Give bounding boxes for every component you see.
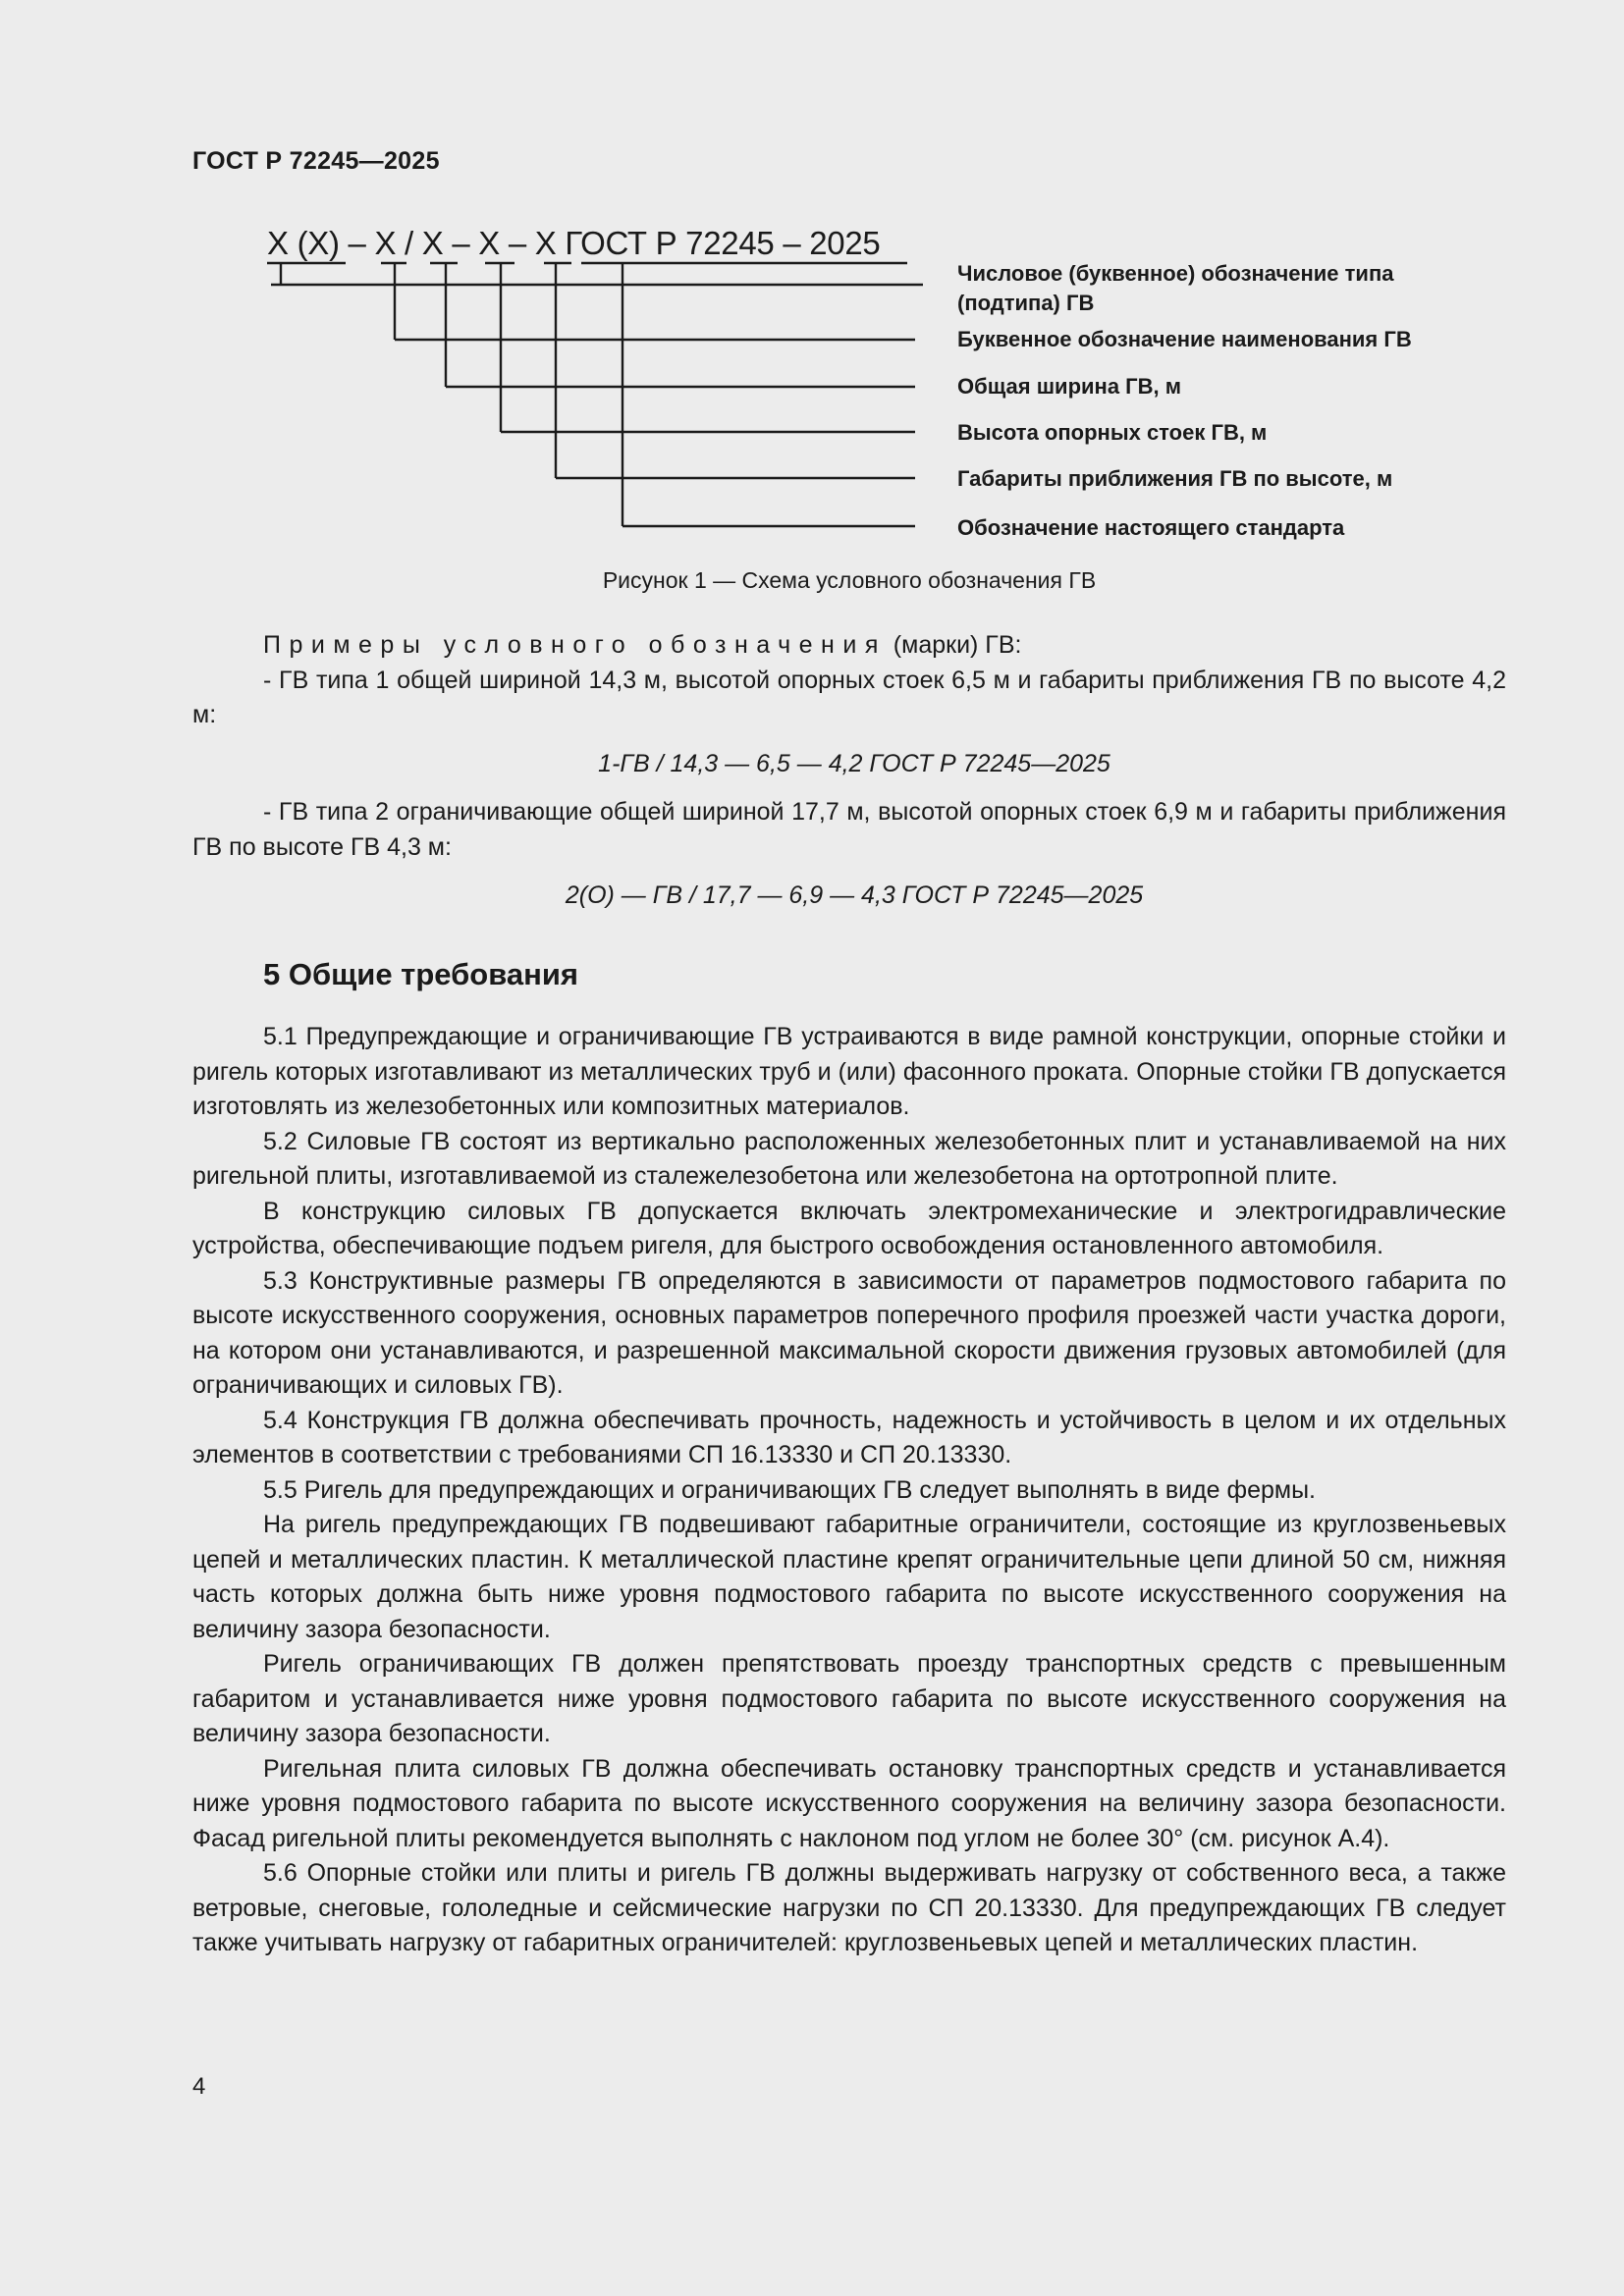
paragraph-5-2-b: В конструкцию силовых ГВ допускается включать электромеханические и электрогидравлические устройства, обеспечивающие подъем ригеля, для быстрого освобождения остановленного автомобиля. (192, 1197, 1506, 1259)
example-1-formula: 1-ГВ / 14,3 — 6,5 — 4,2 ГОСТ Р 72245—2025 (598, 749, 1110, 777)
examples-intro-rest: (марки) ГВ: (886, 631, 1022, 659)
paragraph-5-2: 5.2 Силовые ГВ состоят из вертикально расположенных железобетонных плит и устанавливаемой на них ригельной плиты, изготавливаемой из сталежелезобетона или железобетона на ортотропной плите. (192, 1127, 1506, 1190)
figure-caption: Рисунок 1 — Схема условного обозначения ГВ (602, 567, 1097, 593)
paragraph-5-6: 5.6 Опорные стойки или плиты и ригель ГВ должны выдерживать нагрузку от собственного веса, а также ветровые, снеговые, гололедные и сейсмические нагрузки по СП 20.13330. Для предупреждающих ГВ следует также учитывать нагрузку от габаритных ограничителей: круглозвеньевых цепей и металлических пластин. (192, 1859, 1506, 1956)
scheme-label-type: Числовое (буквенное) обозначение типа (957, 261, 1394, 286)
example-2-formula: 2(О) — ГВ / 17,7 — 6,9 — 4,3 ГОСТ Р 72245—2025 (565, 881, 1144, 909)
paragraph-5-1: 5.1 Предупреждающие и ограничивающие ГВ устраиваются в виде рамной конструкции, опорные стойки и ригель которых изготавливают из металлических труб и (или) фасонного проката. Опорные стойки ГВ допускается изготовлять из железобетонных или композитных материалов. (192, 1023, 1506, 1120)
paragraph-5-5-b: На ригель предупреждающих ГВ подвешивают габаритные ограничители, состоящие из круглозвеньевых цепей и металлических пластин. К металлической пластине крепят ограничительные цепи длиной 50 см, нижняя часть которых должна быть ниже уровня подмостового габарита по высоте искусственного сооружения на величину зазора безопасности. (192, 1511, 1506, 1643)
scheme-label-standard: Обозначение настоящего стандарта (957, 515, 1345, 540)
paragraph-5-5-d: Ригельная плита силовых ГВ должна обеспечивать остановку транспортных средств и устанавливается ниже уровня подмостового габарита по высоте искусственного сооружения на величину зазора безопасности. Фасад ригельной плиты рекомендуется выполнять с наклоном под углом не более 30° (см. рисунок А.4). (192, 1754, 1506, 1852)
scheme-label-width: Общая ширина ГВ, м (957, 374, 1182, 399)
example-1-text: - ГВ типа 1 общей шириной 14,3 м, высотой опорных стоек 6,5 м и габариты приближения ГВ по высоте 4,2 м: (192, 666, 1506, 728)
section-body (192, 1020, 1506, 1961)
page-number: 4 (192, 2073, 206, 2100)
examples-block (192, 628, 1506, 914)
examples-intro-spaced: Примеры условного обозначения (263, 631, 887, 659)
paragraph-5-4: 5.4 Конструкция ГВ должна обеспечивать прочность, надежность и устойчивость в целом и их отдельных элементов в соответствии с требованиями СП 16.13330 и СП 20.13330. (192, 1406, 1506, 1468)
examples-intro (192, 628, 1506, 664)
document-header: ГОСТ Р 72245—2025 (192, 147, 440, 175)
section-title: 5 Общие требования (263, 957, 578, 991)
scheme-label-height: Высота опорных стоек ГВ, м (957, 420, 1268, 445)
paragraph-5-3: 5.3 Конструктивные размеры ГВ определяются в зависимости от параметров подмостового габарита по высоте искусственного сооружения, основных параметров поперечного профиля проезжей части участка дороги, на котором они устанавливаются, и разрешенной максимальной скорости движения грузовых автомобилей (для ограничивающих и силовых ГВ). (192, 1266, 1506, 1399)
scheme-label-type-cont: (подтипа) ГВ (957, 291, 1095, 315)
scheme-label-name: Буквенное обозначение наименования ГВ (957, 327, 1412, 351)
scheme-label-clearance: Габариты приближения ГВ по высоте, м (957, 466, 1393, 491)
scheme-designation-code: X (X) – X / X – X – X ГОСТ Р 72245 – 2025 (267, 225, 881, 261)
paragraph-5-5: 5.5 Ригель для предупреждающих и ограничивающих ГВ следует выполнять в виде фермы. (263, 1475, 1316, 1504)
paragraph-5-5-c: Ригель ограничивающих ГВ должен препятствовать проезду транспортных средств с превышенным габаритом и устанавливается ниже уровня подмостового габарита по высоте искусственного сооружения на величину зазора безопасности. (192, 1650, 1506, 1747)
example-2-text: - ГВ типа 2 ограничивающие общей шириной 17,7 м, высотой опорных стоек 6,9 м и габариты приближения ГВ по высоте ГВ 4,3 м: (192, 798, 1506, 861)
